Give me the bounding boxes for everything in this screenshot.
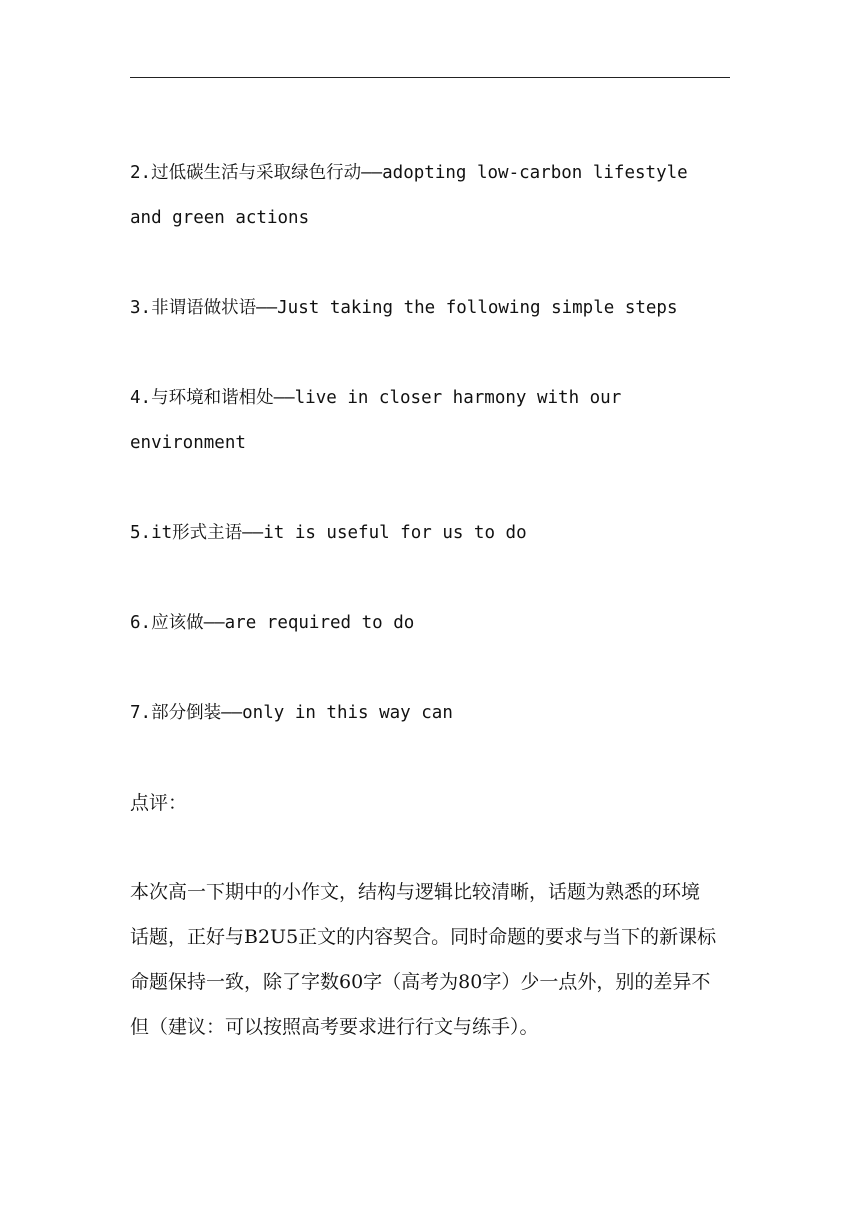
- comment-line-4: 但（建议：可以按照高考要求进行行文与练手）。: [130, 1016, 539, 1038]
- item-5-line-1: 5.it形式主语——it is useful for us to do: [130, 523, 527, 543]
- item-4-line-2: environment: [130, 433, 246, 453]
- item-4-line-1: 4.与环境和谐相处——live in closer harmony with our: [130, 388, 622, 408]
- comment-line-2: 话题，正好与B2U5正文的内容契合。同时命题的要求与当下的新课标: [130, 926, 717, 948]
- item-7-line-1: 7.部分倒装——only in this way can: [130, 703, 453, 723]
- comment-line-1: 本次高一下期中的小作文，结构与逻辑比较清晰，话题为熟悉的环境: [130, 881, 701, 903]
- item-2-line-2: and green actions: [130, 208, 310, 228]
- item-6-line-1: 6.应该做——are required to do: [130, 613, 415, 633]
- comment-label: 点评：: [130, 792, 188, 814]
- item-3-line-1: 3.非谓语做状语——Just taking the following simple steps: [130, 298, 678, 318]
- comment-line-3: 命题保持一致，除了字数60字（高考为80字）少一点外，别的差异不: [130, 971, 711, 993]
- header-rule: [130, 77, 730, 78]
- item-2-line-1: 2.过低碳生活与采取绿色行动——adopting low-carbon lifestyle: [130, 163, 688, 183]
